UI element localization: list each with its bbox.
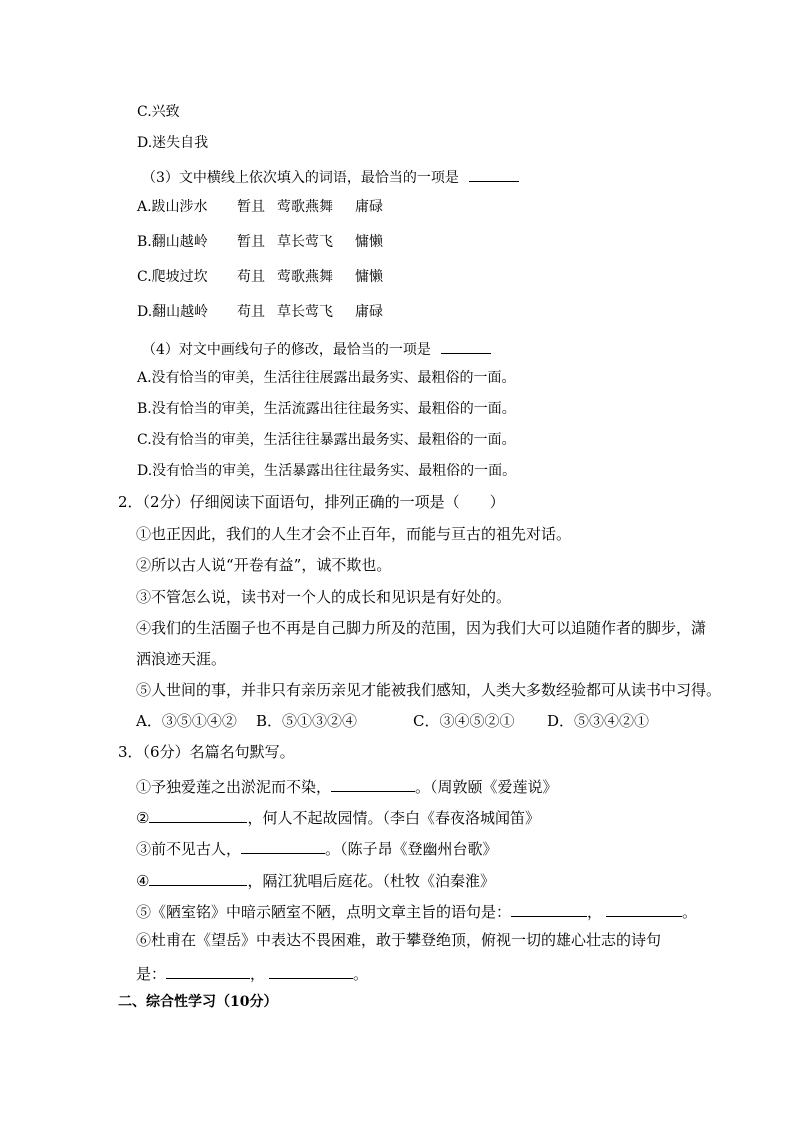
q1-3-option-d — [137, 305, 383, 319]
q1-3-prompt-text: （3）文中横线上依次填入的词语，最恰当的一项是 — [142, 170, 459, 186]
q1-4-option-c: C.没有恰当的审美，生活往往暴露出最务实、最粗俗的一面。 — [137, 432, 516, 448]
q3-line-3 — [136, 839, 498, 857]
answer-blank[interactable] — [606, 902, 682, 917]
q3-line-7 — [136, 964, 368, 982]
answer-blank[interactable] — [241, 839, 325, 854]
q3-line-2-b: ，何人不起故园情。（李白《春夜洛城闻笛》 — [247, 809, 540, 827]
answer-blank[interactable] — [469, 167, 519, 182]
word-4: 庸碌 — [355, 304, 383, 320]
q2-item-5: ⑤人世间的事，并非只有亲历亲见才能被我们感知，人类大多数经验都可从读书中习得。 — [136, 681, 722, 699]
q2-item-4: ④我们的生活圈子也不再是自己脚力所及的范围，因为我们大可以追随作者的脚步，潇 — [136, 619, 707, 637]
word-3: 草长莺飞 — [277, 304, 333, 320]
q3-line-4-a: ④ — [136, 872, 150, 890]
word-3: 莺歌燕舞 — [277, 199, 333, 215]
q1-4-option-b: B.没有恰当的审美，生活流露出往往最务实、最粗俗的一面。 — [137, 401, 516, 417]
answer-blank[interactable] — [149, 808, 247, 823]
answer-blank[interactable] — [149, 871, 247, 886]
word-1: B.翻山越岭 — [137, 234, 208, 250]
q1-3-option-a — [137, 200, 383, 214]
word-3: 草长莺飞 — [277, 234, 333, 250]
word-4: 慵懒 — [355, 269, 383, 285]
q1-3-prompt — [142, 167, 519, 185]
q1-4-option-d: D.没有恰当的审美，生活暴露出往往最务实、最粗俗的一面。 — [137, 463, 517, 479]
q2-choice-c[interactable]: C．③④⑤②① — [413, 712, 515, 730]
q3-line-3-b: 。（陈子昂《登幽州台歌》 — [325, 840, 498, 858]
q3-line-5-c: 。 — [682, 903, 698, 921]
q1-4-prompt — [142, 339, 491, 357]
word-2: 苟且 — [237, 269, 265, 285]
q3-line-7-c: 。 — [353, 965, 369, 983]
q2-choice-b[interactable]: B．⑤①③②④ — [256, 712, 358, 730]
q3-line-1-b: 。（周敦颐《爱莲说》 — [415, 778, 558, 796]
q3-line-3-a: ③前不见古人， — [136, 840, 242, 858]
q2-item-2: ②所以古人说“开卷有益”，诚不欺也。 — [136, 556, 392, 574]
q3-line-2-a: ② — [136, 809, 150, 827]
answer-blank[interactable] — [441, 339, 491, 354]
q2-item-4-cont: 洒浪迹天涯。 — [136, 650, 227, 668]
q3-title: 3．（6分）名篇名句默写。 — [118, 743, 295, 761]
word-2: 暂且 — [237, 234, 265, 250]
q2-title: 2．（2分）仔细阅读下面语句，排列正确的一项是（ ） — [118, 493, 505, 511]
q1-3-option-b — [137, 235, 383, 249]
q2-item-1: ①也正因此，我们的人生才会不止百年，而能与亘古的祖先对话。 — [136, 525, 572, 543]
section-2-heading: 二、综合性学习（10分） — [118, 994, 278, 1010]
word-4: 庸碌 — [355, 199, 383, 215]
q3-line-4-b: ，隔江犹唱后庭花。（杜牧《泊秦淮》 — [247, 872, 495, 890]
q1-option-c: C.兴致 — [137, 104, 180, 120]
q3-line-1-a: ①予独爱莲之出淤泥而不染， — [136, 778, 332, 796]
q2-item-3: ③不管怎么说，读书对一个人的成长和见识是有好处的。 — [136, 588, 512, 606]
word-1: D.翻山越岭 — [137, 304, 209, 320]
answer-blank[interactable] — [331, 777, 415, 792]
word-2: 暂且 — [237, 199, 265, 215]
word-3: 莺歌燕舞 — [277, 269, 333, 285]
q2-choice-d[interactable]: D．⑤③④②① — [547, 712, 650, 730]
q1-4-prompt-text: （4）对文中画线句子的修改，最恰当的一项是 — [142, 342, 431, 358]
q3-line-5-b: ， — [587, 903, 603, 921]
q2-choice-a[interactable]: A．③⑤①④② — [136, 712, 237, 730]
q1-option-d: D.迷失自我 — [137, 135, 209, 151]
word-4: 慵懒 — [355, 234, 383, 250]
q3-line-4 — [136, 871, 495, 889]
q3-line-5 — [136, 902, 697, 920]
word-2: 苟且 — [237, 304, 265, 320]
word-1: A.跋山涉水 — [137, 199, 208, 215]
word-1: C.爬坡过坎 — [137, 269, 208, 285]
q3-line-5-a: ⑤《陋室铭》中暗示陋室不陋，点明文章主旨的语句是： — [136, 903, 512, 921]
q3-line-2 — [136, 808, 540, 826]
q1-4-option-a: A.没有恰当的审美，生活往往展露出最务实、最粗俗的一面。 — [137, 370, 516, 386]
q3-line-7-a: 是： — [136, 965, 167, 983]
q3-line-7-b: ， — [250, 965, 266, 983]
q3-line-6: ⑥杜甫在《望岳》中表达不畏困难，敢于攀登绝顶，俯视一切的雄心壮志的诗句 — [136, 931, 662, 949]
q3-line-1 — [136, 777, 558, 795]
answer-blank[interactable] — [166, 964, 250, 979]
answer-blank[interactable] — [269, 964, 353, 979]
q1-3-option-c — [137, 270, 383, 284]
answer-blank[interactable] — [511, 902, 587, 917]
